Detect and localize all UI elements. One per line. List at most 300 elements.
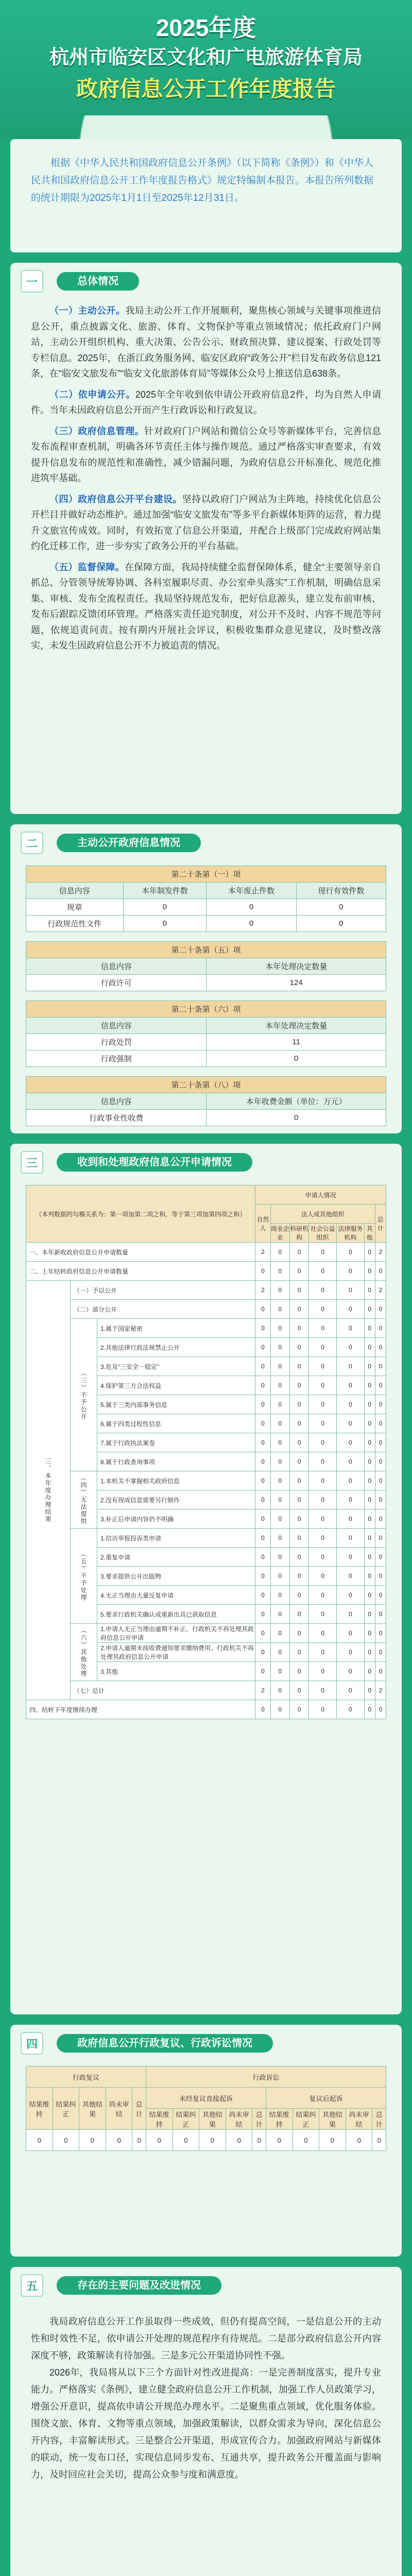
table-cell: 0 [309, 1300, 337, 1319]
table-cell: 0 [270, 1338, 289, 1357]
table-cell: 2.重复申请 [97, 1548, 255, 1567]
table-cell: 0 [255, 1357, 270, 1376]
table-cell: 0 [207, 899, 296, 916]
table-cell: 0 [337, 1700, 365, 1719]
table-cell: 0 [255, 1548, 270, 1567]
table-cell: 0 [309, 1529, 337, 1548]
table-cell: 0 [255, 1376, 270, 1395]
table-cell: 0 [255, 1433, 270, 1452]
report-title-agency: 杭州市临安区文化和广电旅游体育局 [49, 47, 363, 69]
table-cell: 0 [364, 1414, 375, 1433]
table-cell: 0 [372, 2130, 386, 2151]
table-cell: 1.本机关不掌握相关政府信息 [97, 1471, 255, 1490]
table-cell: 0 [309, 1452, 337, 1471]
table-cell: 0 [337, 1395, 365, 1414]
table-header: 本年废止件数 [207, 883, 296, 899]
table-row [26, 1624, 386, 1643]
table-cell: 0 [79, 2130, 106, 2151]
hero-banner [0, 0, 412, 139]
table-cell: 0 [375, 1414, 386, 1433]
table-cell: 2 [255, 1243, 270, 1262]
table-cell: 0 [270, 1300, 289, 1319]
table-cell: 0 [337, 1357, 365, 1376]
table-cell: 0 [309, 1319, 337, 1338]
section-header [21, 832, 391, 854]
table-cell: 0 [337, 1281, 365, 1300]
table-cell: 0 [375, 1586, 386, 1605]
paragraph [31, 387, 381, 418]
table-cell: 0 [289, 1529, 308, 1548]
table-cell: 0 [289, 1319, 308, 1338]
table-header: 结果纠正 [53, 2088, 79, 2130]
paragraph [31, 492, 381, 554]
table-cell: 0 [255, 1529, 270, 1548]
paragraph-heading: （三）政府信息管理。 [49, 426, 145, 436]
table-cell: 4.保护第三方合法权益 [97, 1376, 255, 1395]
table-cell: 0 [289, 1700, 308, 1719]
table-cell: 行政强制 [26, 1050, 207, 1067]
table-header: 总计 [252, 2109, 266, 2130]
table-cell: 0 [309, 1510, 337, 1529]
table-cell: 0 [207, 1050, 386, 1067]
table-cell: 0 [309, 1548, 337, 1567]
table-cell: 0 [364, 1319, 375, 1338]
table-cell: 0 [375, 1510, 386, 1529]
table-cell: 0 [364, 1471, 375, 1490]
table-cell: 0 [289, 1338, 308, 1357]
table-cell: 0 [255, 1586, 270, 1605]
table-header: 结果纠正 [173, 2109, 199, 2130]
table-header: 信息内容 [26, 883, 124, 899]
table-cell: 0 [289, 1357, 308, 1376]
table-cell: 0 [309, 1414, 337, 1433]
table-cell: 0 [270, 1586, 289, 1605]
table-cell: 0 [173, 2130, 199, 2151]
table-row [26, 916, 386, 932]
table-cell: 0 [289, 1548, 308, 1567]
table-cell: 0 [309, 1643, 337, 1662]
table-cell: 0 [337, 1376, 365, 1395]
table-cell: 3.危及“三安全一稳定” [97, 1357, 255, 1376]
table-cell: 0 [270, 1567, 289, 1586]
table-cell: 0 [255, 1262, 270, 1281]
table-cell: 0 [123, 899, 207, 916]
table-row [26, 1243, 386, 1262]
review-table [26, 2066, 386, 2151]
table-header: 总计 [132, 2088, 146, 2130]
table-cell: 0 [337, 1586, 365, 1605]
table-cell: 0 [375, 1643, 386, 1662]
table-header: 其他结果 [319, 2109, 346, 2130]
table-cell: 0 [270, 1262, 289, 1281]
table-cell: 0 [337, 1243, 365, 1262]
table-row [26, 1319, 386, 1338]
table-cell: 0 [364, 1281, 375, 1300]
table-cell: 0 [337, 1529, 365, 1548]
table-cell: 0 [364, 1433, 375, 1452]
table-header: 尚未审结 [226, 2109, 252, 2130]
table-cell: 0 [364, 1376, 375, 1395]
table-header: 信息内容 [26, 1018, 207, 1034]
section-title: 收到和处理政府信息公开申请情况 [57, 1153, 252, 1172]
table-cell: 0 [346, 2130, 372, 2151]
section-title: 存在的主要问题及改进情况 [57, 2276, 221, 2295]
table-band: 第二十条第（八）项 [26, 1077, 386, 1093]
table-cell: 0 [270, 1681, 289, 1700]
table-cell: 0 [375, 1452, 386, 1471]
table-cell: 0 [270, 1281, 289, 1300]
table-cell: 2.申请人逾期未按收费通知要求缴纳费用、行政机关不再处理其政府信息公开申请 [97, 1643, 255, 1662]
table-header: 法律服务机构 [337, 1224, 365, 1243]
table-cell: 0 [106, 2130, 132, 2151]
table-cell: 0 [337, 1433, 365, 1452]
table-header: 尚未审结 [346, 2109, 372, 2130]
table-band: 第二十条第（六）项 [26, 1001, 386, 1018]
table-header: 结果纠正 [293, 2109, 319, 2130]
table-cell: 5.要求行政机关确认或重新出具已获取信息 [97, 1605, 255, 1624]
table-cell: 7.属于行政执法案卷 [97, 1433, 255, 1452]
table-header: 结果维持 [266, 2109, 293, 2130]
table-cell: 6.属于四类过程性信息 [97, 1414, 255, 1433]
table-header: 本年制发件数 [123, 883, 207, 899]
table-cell: 0 [309, 1490, 337, 1510]
table-cell: 0 [375, 1471, 386, 1490]
table-cell: 0 [364, 1700, 375, 1719]
table-cell: 0 [337, 1452, 365, 1471]
table-cell: （四）无法提供 [71, 1471, 97, 1529]
section-problems [10, 2267, 402, 2576]
table-cell: 0 [207, 916, 296, 932]
table-cell: 0 [255, 1490, 270, 1510]
paragraph-heading: （一）主动公开。 [49, 306, 126, 316]
table-row [26, 1281, 386, 1300]
table-cell: 0 [337, 1490, 365, 1510]
table-cell: （五）不予处理 [71, 1529, 97, 1624]
table-cell: 0 [375, 1395, 386, 1414]
table-cell: 0 [337, 1471, 365, 1490]
table-cell: 0 [337, 1548, 365, 1567]
table-header: 信息内容 [26, 1093, 207, 1110]
table-cell: 0 [364, 1452, 375, 1471]
table-cell: 0 [375, 1490, 386, 1510]
table-cell: 0 [319, 2130, 346, 2151]
table-cell: 2 [375, 1243, 386, 1262]
table-cell: 0 [26, 2130, 53, 2151]
table-cell: 0 [309, 1281, 337, 1300]
table-cell: 2 [255, 1681, 270, 1700]
table-cell: （三）不予公开 [71, 1319, 97, 1471]
table-cell: 0 [337, 1624, 365, 1643]
table-row [26, 1529, 386, 1548]
table-cell: 0 [270, 1357, 289, 1376]
table-cell: 0 [146, 2130, 173, 2151]
table-cell: 0 [309, 1586, 337, 1605]
section-header [21, 2274, 391, 2297]
table-row [26, 899, 386, 916]
table-cell: 0 [289, 1662, 308, 1681]
table-cell: 0 [255, 1300, 270, 1319]
table-cell: 0 [375, 1376, 386, 1395]
table-cell: （七）总计 [71, 1681, 255, 1700]
table-cell: 0 [364, 1490, 375, 1510]
table-cell: 0 [255, 1643, 270, 1662]
table-cell: 0 [255, 1624, 270, 1643]
table-cell: 3.补正后申请内容仍不明确 [97, 1510, 255, 1529]
table-cell: 0 [364, 1567, 375, 1586]
table-cell: 0 [252, 2130, 266, 2151]
table-cell: 0 [255, 1395, 270, 1414]
table-cell: 行政事业性收费 [26, 1110, 207, 1126]
table-cell: 0 [337, 1262, 365, 1281]
table-cell: 0 [309, 1624, 337, 1643]
table-cell: 0 [53, 2130, 79, 2151]
table-header: 本年处理决定数量 [207, 958, 386, 975]
paragraph-heading: （五）监督保障。 [49, 562, 125, 572]
table-cell: 0 [309, 1662, 337, 1681]
paragraph [31, 560, 381, 654]
table-row [26, 2130, 386, 2151]
table-cell: 0 [337, 1338, 365, 1357]
table-band: 第二十条第（五）项 [26, 942, 386, 958]
table-cell: 0 [337, 1662, 365, 1681]
table-cell: 2 [375, 1681, 386, 1700]
table-header: 自然人 [255, 1205, 270, 1243]
table-header: 其他结果 [199, 2109, 226, 2130]
table-cell: 0 [296, 916, 386, 932]
paragraph-text: 针对政府门户网站和微信公众号等新媒体平台，完善信息发布流程审查机制，明确各环节责任主体与操作规范。通过严格落实审查要求，有效提升信息发布的规范性和准确性，减少错漏问题，为政府信息公开标准化、规范化推进筑牢基础。 [31, 426, 382, 483]
table-cell: 0 [289, 1452, 308, 1471]
table-cell: 0 [337, 1681, 365, 1700]
table-header: 科研机构 [289, 1224, 308, 1243]
table-cell: 0 [255, 1338, 270, 1357]
table-cell: 0 [309, 1433, 337, 1452]
section-title: 总体情况 [57, 272, 139, 291]
section-header [21, 1151, 391, 1174]
table-cell: 0 [255, 1510, 270, 1529]
table-cell: 0 [364, 1262, 375, 1281]
paragraph-text: 坚持以政府门户网站为主阵地，持续优化信息公开栏目并做好动态维护。通过加强“临安文旅发布”等多平台新媒体矩阵的运营，着力提升文旅宣传成效。同时，有效拓宽了信息公开渠道，并配合上级部门完成政府网站集约化迁移工作，进一步夯实了政务公开的平台基础。 [31, 494, 381, 551]
section-proactive-disclosure [10, 824, 402, 1133]
overview-body [31, 303, 381, 659]
table-cell: 0 [337, 1567, 365, 1586]
table-cell: 0 [255, 1662, 270, 1681]
table-cell: 0 [270, 1510, 289, 1529]
table-cell: 0 [270, 1376, 289, 1395]
table-header: 申请人情况 [255, 1185, 386, 1205]
problems-body [31, 2313, 381, 2483]
table-cell: 0 [255, 1452, 270, 1471]
table-cell: 0 [132, 2130, 146, 2151]
table-cell: 0 [255, 1471, 270, 1490]
table-cell: 0 [270, 1243, 289, 1262]
table-header: 行政诉讼 [146, 2066, 386, 2088]
table-cell: 0 [289, 1605, 308, 1624]
table-cell: 0 [270, 1529, 289, 1548]
table-cell: 0 [309, 1338, 337, 1357]
table-cell: 0 [123, 916, 207, 932]
table-cell: 0 [270, 1395, 289, 1414]
table-cell: 一、本年新收政府信息公开申请数量 [26, 1243, 255, 1262]
table-cell: 0 [289, 1281, 308, 1300]
paragraph-heading: （二）依申请公开。 [49, 389, 135, 400]
table-cell: 0 [309, 1395, 337, 1414]
section-header [21, 2032, 391, 2055]
table-cell: 0 [270, 1624, 289, 1643]
table-cell: 0 [255, 1414, 270, 1433]
table-cell: 0 [375, 1300, 386, 1319]
table-header: 商业企业 [270, 1224, 289, 1243]
paragraph: 我局政府信息公开工作虽取得一些成效，但仍有提高空间，一是信息公开的主动性和时效性不足，依申请公开处理的规范程序有待规范。二是部分政府信息公开内容深度不够，政策解读有待加强。三是多元公开渠道协同性不强。 [31, 2316, 381, 2361]
table-cell: 0 [270, 1452, 289, 1471]
table-cell: 0 [255, 1700, 270, 1719]
table-cell: （六）其他处理 [71, 1624, 97, 1681]
table-cell: 0 [337, 1300, 365, 1319]
table-header: 复议后起诉 [266, 2088, 386, 2109]
table-row [26, 1034, 386, 1050]
table-cell: 0 [309, 1357, 337, 1376]
paragraph-heading: （四）政府信息公开平台建设。 [49, 494, 182, 504]
table-cell: 0 [375, 1338, 386, 1357]
table-cell: 二、上年结转政府信息公开申请数量 [26, 1262, 255, 1281]
table-cell: 0 [375, 1433, 386, 1452]
table-cell: 0 [270, 1319, 289, 1338]
table-cell: 0 [289, 1510, 308, 1529]
table-cell: 0 [199, 2130, 226, 2151]
table-header: 行政复议 [26, 2066, 146, 2088]
table-cell: 0 [309, 1376, 337, 1395]
table-cell: 0 [309, 1700, 337, 1719]
table-cell: 11 [207, 1034, 386, 1050]
table-cell: 0 [255, 1567, 270, 1586]
table-cell: 0 [375, 1319, 386, 1338]
table-cell: 0 [364, 1605, 375, 1624]
table-header: 法人或其他组织 [270, 1205, 375, 1224]
paragraph: 2026年，我局将从以下三个方面针对性改进提高：一是完善制度落实，提升专业能力。严格落实《条例》，建立健全政府信息公开工作机制，加强工作人员政策学习，增强公开意识，提高依申请公开规范办理水平。二是聚焦重点领域，优化服务体验。围绕文旅、体育、文物等重点领域，加强政策解读，以群众需求为导向，深化信息公开内容，丰富解读形式。三是整合公开渠道，形成宣传合力。加强政府网站与新媒体的联动，统一发布口径，实现信息同步发布、互通共享，提升政务公开覆盖面与影响力，及时回应社会关切，提高公众参与度和满意度。 [31, 2367, 381, 2480]
section-number: 一 [21, 270, 43, 293]
table-cell: 0 [293, 2130, 319, 2151]
table-cell: 0 [375, 1262, 386, 1281]
table-header: 结果维持 [146, 2109, 173, 2130]
table-cell: 0 [364, 1243, 375, 1262]
table-cell: 0 [289, 1262, 308, 1281]
hero-wave [0, 115, 412, 139]
intro-text: 根据《中华人民共和国政府信息公开条例》（以下简称《条例》）和《中华人民共和国政府信息公开工作年度报告格式》规定特编制本报告。本报告所列数据的统计期限为2025年1月1日至2025年12月31日。 [31, 158, 374, 204]
proactive-table [26, 866, 386, 1126]
table-row [26, 1300, 386, 1319]
table-cell: 0 [289, 1624, 308, 1643]
table-cell: 1.信访举报投诉类申请 [97, 1529, 255, 1548]
table-row [26, 1262, 386, 1281]
table-cell: 3.要求提供公开出版物 [97, 1567, 255, 1586]
table-cell: 0 [270, 1548, 289, 1567]
table-cell: 0 [255, 1605, 270, 1624]
table-cell: 0 [255, 1319, 270, 1338]
table-cell: 0 [337, 1319, 365, 1338]
table-header: （本列数据的勾稽关系为：第一项加第二项之和，等于第三项加第四项之和） [26, 1185, 255, 1243]
table-cell: 0 [337, 1605, 365, 1624]
table-cell: 1.属于国家秘密 [97, 1319, 255, 1338]
table-cell: 0 [270, 1662, 289, 1681]
paragraph-text: 在保障方面，我局持续健全监督保障体系，健全“主要领导亲自抓总、分管领导统筹协调、各科室履职尽责、办公室牵头落实”工作机制，明确信息采集、审核、发布全流程责任。我局坚持规范发布，把好信息源头，建立发布前审核、发布后跟踪反馈闭环管理。严格落实责任追究制度，对公开不及时、内容不规范等问题，依规追责问责。按有期内开展社会评议，积极收集群众意见建议，及时整改落实，未发生因政府信息公开不力被追责的情况。 [31, 562, 381, 651]
table-cell: 0 [364, 1357, 375, 1376]
table-cell: 0 [364, 1338, 375, 1357]
table-row [26, 1681, 386, 1700]
table-header: 其他结果 [79, 2088, 106, 2130]
table-cell: 0 [337, 1414, 365, 1433]
table-cell: 3.其他 [97, 1662, 255, 1681]
report-year: 2025年度 [156, 14, 256, 41]
table-cell: 0 [309, 1262, 337, 1281]
table-cell: 0 [364, 1510, 375, 1529]
table-cell: 0 [296, 899, 386, 916]
table-cell: 0 [270, 1471, 289, 1490]
section-number: 二 [21, 832, 43, 854]
section-number: 三 [21, 1151, 43, 1174]
table-cell: 0 [364, 1624, 375, 1643]
table-cell: 0 [375, 1357, 386, 1376]
table-row [26, 1700, 386, 1719]
table-cell: 0 [364, 1586, 375, 1605]
table-cell: 0 [309, 1243, 337, 1262]
table-cell: 2 [255, 1281, 270, 1300]
table-cell: 0 [375, 1662, 386, 1681]
paragraph [31, 423, 381, 486]
table-header: 总计 [375, 1205, 386, 1243]
table-cell: 0 [364, 1529, 375, 1548]
table-cell: 0 [309, 1605, 337, 1624]
table-cell: 0 [289, 1395, 308, 1414]
section-number: 五 [21, 2274, 43, 2297]
table-cell: 0 [289, 1586, 308, 1605]
table-cell: 规章 [26, 899, 124, 916]
table-cell: 四、结转下年度继续办理 [26, 1700, 255, 1719]
paragraph-text: 我局主动公开工作开展顺利，聚焦核心领域与关键事项推进信息公开，重点披露文化、旅游、体育、文物保护等重点领域情况；依托政府门户网站，主动公开组织机构、重大决策、公告公示、财政预决算、建议提案、行政处罚等专栏信息。2025年，在浙江政务服务网、临安区政府“政务公开”栏目发布政务信息121条，在“临安文旅发布”“临安文化旅游体育局”等媒体公众号上推送信息638条。 [31, 306, 381, 379]
table-cell: 1.申请人无正当理由逾期不补正、行政机关不再处理其政府信息公开申请 [97, 1624, 255, 1643]
table-cell: 0 [270, 1433, 289, 1452]
table-cell: 0 [375, 1548, 386, 1567]
table-cell: 0 [337, 1510, 365, 1529]
table-header: 尚未审结 [106, 2088, 132, 2130]
table-cell: 0 [289, 1490, 308, 1510]
table-header: 本年收费金额（单位：万元） [207, 1093, 386, 1110]
table-header: 现行有效件数 [296, 883, 386, 899]
table-cell: 0 [375, 1567, 386, 1586]
table-cell: 0 [270, 1490, 289, 1510]
table-cell: 0 [364, 1681, 375, 1700]
table-header: 信息内容 [26, 958, 207, 975]
table-cell: 0 [309, 1567, 337, 1586]
table-cell: 三、本年度办理结果 [26, 1281, 71, 1700]
table-cell: 行政许可 [26, 975, 207, 991]
section-title: 政府信息公开行政复议、行政诉讼情况 [57, 2034, 273, 2053]
table-cell: 0 [270, 1700, 289, 1719]
table-cell: 0 [364, 1395, 375, 1414]
table-cell: 0 [375, 1605, 386, 1624]
application-table [26, 1185, 386, 1719]
section-number: 四 [21, 2032, 43, 2055]
table-cell: 0 [375, 1529, 386, 1548]
table-cell: （一）予以公开 [71, 1281, 255, 1300]
table-header: 总计 [372, 2109, 386, 2130]
table-cell: 0 [289, 1471, 308, 1490]
section-application-handling [10, 1144, 402, 2014]
table-cell: 0 [375, 1700, 386, 1719]
table-cell: 0 [337, 1643, 365, 1662]
table-cell: 0 [375, 1624, 386, 1643]
table-cell: 2.其他法律行政法规禁止公开 [97, 1338, 255, 1357]
table-header: 本年处理决定数量 [207, 1018, 386, 1034]
table-cell: 0 [289, 1376, 308, 1395]
